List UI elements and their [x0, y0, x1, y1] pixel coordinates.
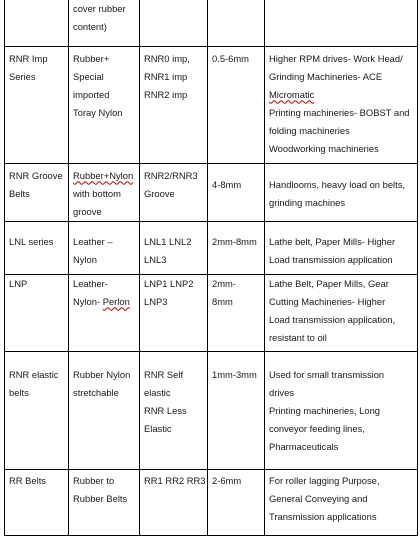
cell-line: Nylon- Perlon: [73, 295, 130, 307]
cell-line: Elastic: [144, 422, 172, 434]
cell-applications: [265, 469, 418, 535]
table-row: [5, 274, 418, 351]
cell-types: [140, 163, 208, 221]
cell-line: General Conveying and: [269, 492, 368, 504]
cell-line: RNR Self: [144, 368, 184, 380]
cell-types: [140, 0, 208, 46]
cell-line: Lathe Belt, Paper Mills, Gear: [269, 277, 389, 289]
cell-thickness: [208, 163, 265, 221]
cell-line: RNR Groove: [9, 169, 63, 181]
cell-line: LNP: [9, 277, 28, 289]
cell-types: [140, 351, 208, 469]
cell-types: [140, 469, 208, 535]
table-row: [5, 351, 418, 469]
cell-line: elastic: [144, 386, 171, 398]
cell-line: RNR2/RNR3: [144, 169, 198, 181]
cell-line: RNR Less: [144, 404, 187, 416]
cell-line: Transmission applications: [269, 510, 377, 522]
cell-line: LNP3: [144, 295, 168, 307]
cell-thickness: [208, 351, 265, 469]
cell-applications: [265, 163, 418, 221]
cell-line: For roller lagging Purpose,: [269, 474, 380, 486]
cell-types: [140, 221, 208, 274]
cell-types: [140, 274, 208, 351]
cell-line: LNP1 LNP2: [144, 277, 194, 289]
cell-line: LNL3: [144, 253, 167, 265]
cell-line: Printing machineries, Long: [269, 404, 380, 416]
cell-line: grinding machines: [269, 196, 346, 208]
table-row: [5, 46, 418, 163]
cell-name: [5, 0, 69, 46]
cell-material: [69, 274, 140, 351]
table-row: [5, 469, 418, 535]
cell-material: [69, 46, 140, 163]
cell-line: Groove: [144, 187, 175, 199]
cell-line: Rubber to: [73, 474, 115, 486]
cell-thickness: [208, 46, 265, 163]
cell-line: resistant to oil: [269, 331, 327, 343]
cell-name: [5, 469, 69, 535]
cell-line: RR Belts: [9, 474, 46, 486]
cell-line: Woodworking machineries: [269, 142, 379, 154]
cell-line: with bottom: [73, 187, 121, 199]
cell-material: [69, 351, 140, 469]
cell-line: Lathe belt, Paper Mills- Higher: [269, 235, 396, 247]
cell-line: Special: [73, 70, 104, 82]
cell-line: stretchable: [73, 386, 119, 398]
cell-line: imported: [73, 88, 110, 100]
cell-line: content): [73, 21, 107, 32]
cell-material: [69, 469, 140, 535]
cell-types: [140, 46, 208, 163]
cell-line: 2mm-: [212, 277, 236, 289]
cell-line: Micromatic: [269, 88, 315, 100]
table-row: [5, 0, 418, 46]
cell-thickness: [208, 0, 265, 46]
cell-line: RNR0 imp,: [144, 52, 190, 64]
cell-line: Rubber Belts: [73, 492, 128, 504]
cell-line: Pharmaceuticals: [269, 440, 339, 452]
cell-line: 2mm-8mm: [212, 235, 257, 247]
cell-applications: [265, 221, 418, 274]
cell-material: [69, 0, 140, 46]
cell-applications: [265, 0, 418, 46]
cell-line: Used for small transmission: [269, 368, 385, 380]
cell-line: LNL1 LNL2: [144, 235, 192, 247]
cell-line: Nylon: [73, 253, 97, 265]
cell-line: LNL series: [9, 235, 54, 247]
cell-line: RNR elastic: [9, 368, 59, 380]
cell-thickness: [208, 274, 265, 351]
cell-line: Printing machineries- BOBST and: [269, 106, 410, 118]
cell-line: Rubber Nylon: [73, 368, 131, 380]
table-row: [5, 163, 418, 221]
cell-thickness: [208, 469, 265, 535]
cell-name: [5, 163, 69, 221]
cell-material: [69, 221, 140, 274]
cell-line: Series: [9, 70, 36, 82]
cell-line: Higher RPM drives- Work Head/: [269, 52, 403, 64]
cell-line: drives: [269, 386, 295, 398]
cell-applications: [265, 46, 418, 163]
cell-line: RNR1 imp: [144, 70, 188, 82]
cell-line: Toray Nylon: [73, 106, 123, 118]
cell-line: conveyor feeding lines,: [269, 422, 365, 434]
cell-line: Load transmission application,: [269, 313, 396, 325]
cell-line: Rubber+Nylon: [73, 169, 134, 181]
misspelling-mark: Perlon: [102, 295, 130, 307]
cell-line: cover rubber: [73, 3, 126, 14]
cell-material: [69, 163, 140, 221]
cell-line: 2-6mm: [212, 474, 242, 486]
cell-name: [5, 274, 69, 351]
cell-name: [5, 221, 69, 274]
cell-line: Leather –: [73, 235, 113, 247]
cell-line: RR1 RR2 RR3: [144, 474, 206, 486]
cell-line: RNR2 imp: [144, 88, 188, 100]
cell-applications: [265, 274, 418, 351]
cell-line: Leather-: [73, 277, 108, 289]
cell-line: belts: [9, 386, 29, 398]
cell-line: Cutting Machineries- Higher: [269, 295, 386, 307]
cell-line: Belts: [9, 187, 30, 199]
cell-line: 8mm: [212, 295, 233, 307]
cell-name: [5, 46, 69, 163]
cell-line: 1mm-3mm: [212, 368, 257, 380]
table-row: [5, 221, 418, 274]
cell-line: 4-8mm: [212, 178, 242, 190]
cell-name: [5, 351, 69, 469]
belt-spec-table: [4, 0, 418, 536]
cell-line: Handlooms, heavy load on belts,: [269, 178, 406, 190]
cell-applications: [265, 351, 418, 469]
cell-line: folding machineries: [269, 124, 350, 136]
cell-line: 0.5-6mm: [212, 52, 249, 64]
cell-line: RNR Imp: [9, 52, 48, 64]
cell-line: Rubber+: [73, 52, 110, 64]
cell-line: Grinding Machineries- ACE: [269, 70, 383, 82]
cell-line: groove: [73, 205, 102, 217]
cell-thickness: [208, 221, 265, 274]
cell-line: Load transmission application: [269, 253, 393, 265]
